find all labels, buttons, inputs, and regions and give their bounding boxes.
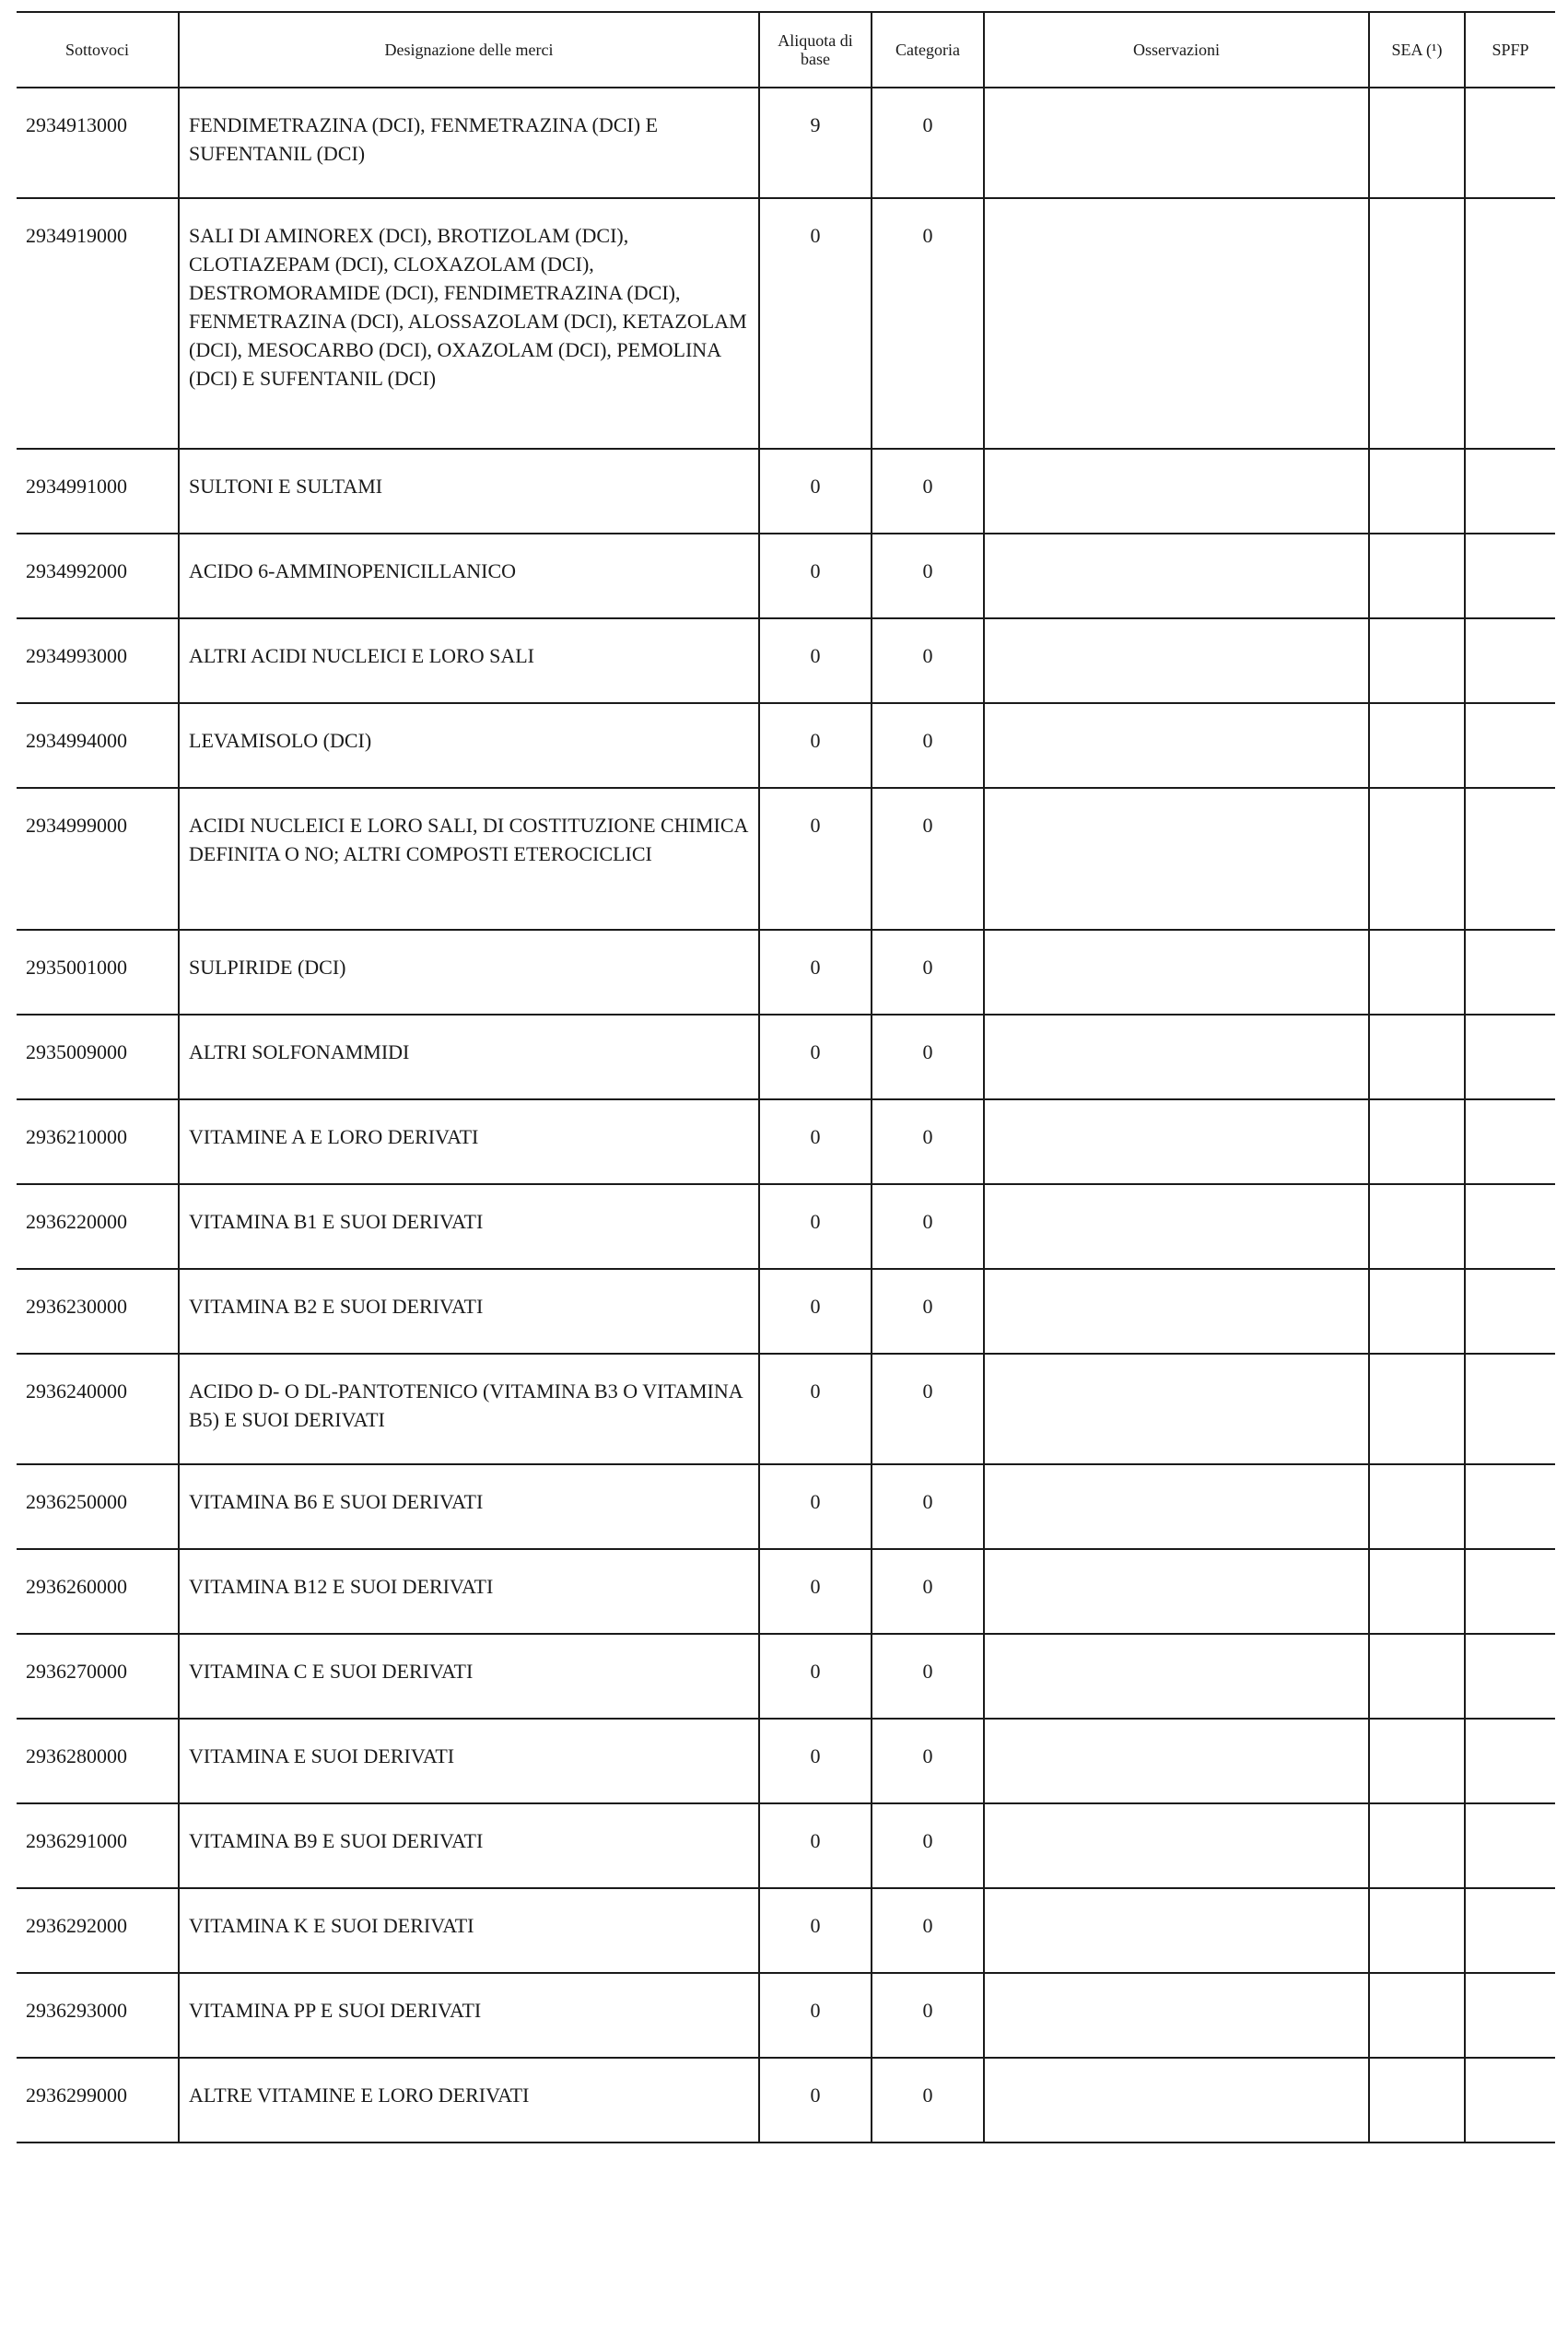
category-cell: 0 [872, 1015, 984, 1099]
table-row [17, 1888, 1555, 1973]
category-cell: 0 [872, 1549, 984, 1634]
code-cell: 2936291000 [26, 1829, 127, 1852]
code-cell: 2936240000 [26, 1379, 127, 1403]
table-header [17, 12, 1555, 88]
sea-cell [1369, 618, 1465, 703]
observations-cell [984, 1354, 1369, 1464]
table-row [17, 930, 1555, 1015]
description-cell: VITAMINA B1 E SUOI DERIVATI [179, 1184, 759, 1269]
sea-cell [1369, 1549, 1465, 1634]
code-cell: 2935001000 [26, 956, 127, 979]
base-rate-cell: 9 [759, 88, 872, 198]
base-rate-cell: 0 [759, 618, 872, 703]
description-cell: ALTRE VITAMINE E LORO DERIVATI [179, 2058, 759, 2143]
code-cell: 2934913000 [26, 113, 127, 136]
code-cell: 2935009000 [26, 1040, 127, 1063]
category-cell: 0 [872, 1184, 984, 1269]
observations-cell [984, 1184, 1369, 1269]
code-cell: 2934919000 [26, 224, 127, 247]
description-cell: ALTRI SOLFONAMMIDI [179, 1015, 759, 1099]
table-row [17, 1719, 1555, 1803]
observations-cell [984, 1015, 1369, 1099]
base-rate-cell: 0 [759, 788, 872, 930]
spfp-cell [1465, 1803, 1555, 1888]
code-cell: 2936260000 [26, 1575, 127, 1598]
table-row [17, 1803, 1555, 1888]
observations-cell [984, 1803, 1369, 1888]
code-cell: 2934999000 [26, 814, 127, 837]
description-cell: SULPIRIDE (DCI) [179, 930, 759, 1015]
table-row [17, 1269, 1555, 1354]
observations-cell [984, 618, 1369, 703]
sea-cell [1369, 1184, 1465, 1269]
category-cell: 0 [872, 930, 984, 1015]
spfp-cell [1465, 1015, 1555, 1099]
observations-cell [984, 1973, 1369, 2058]
sea-cell [1369, 1464, 1465, 1549]
spfp-cell [1465, 1888, 1555, 1973]
code-cell: 2934992000 [26, 559, 127, 582]
table-row [17, 449, 1555, 534]
code-cell: 2934993000 [26, 644, 127, 667]
sea-cell [1369, 534, 1465, 618]
code-cell: 2936299000 [26, 2084, 127, 2107]
observations-cell [984, 1549, 1369, 1634]
sea-cell [1369, 1015, 1465, 1099]
table-row [17, 1634, 1555, 1719]
header-aliquota-line2: base [801, 50, 830, 68]
base-rate-cell: 0 [759, 1354, 872, 1464]
header-osservazioni: Osservazioni [984, 12, 1369, 88]
base-rate-cell: 0 [759, 534, 872, 618]
spfp-cell [1465, 1269, 1555, 1354]
header-sottovoci: Sottovoci [17, 12, 179, 88]
category-cell: 0 [872, 1354, 984, 1464]
code-cell: 2936270000 [26, 1660, 127, 1683]
observations-cell [984, 1464, 1369, 1549]
sea-cell [1369, 1803, 1465, 1888]
observations-cell [984, 788, 1369, 930]
spfp-cell [1465, 1634, 1555, 1719]
code-cell: 2934991000 [26, 475, 127, 498]
base-rate-cell: 0 [759, 1803, 872, 1888]
table-body [17, 88, 1555, 2143]
table-row [17, 1549, 1555, 1634]
description-cell: ALTRI ACIDI NUCLEICI E LORO SALI [179, 618, 759, 703]
observations-cell [984, 449, 1369, 534]
category-cell: 0 [872, 1803, 984, 1888]
spfp-cell [1465, 1719, 1555, 1803]
table-row [17, 788, 1555, 930]
category-cell: 0 [872, 88, 984, 198]
base-rate-cell: 0 [759, 703, 872, 788]
base-rate-cell: 0 [759, 1973, 872, 2058]
sea-cell [1369, 2058, 1465, 2143]
sea-cell [1369, 1973, 1465, 2058]
sea-cell [1369, 703, 1465, 788]
description-cell: VITAMINA B9 E SUOI DERIVATI [179, 1803, 759, 1888]
table-row [17, 198, 1555, 449]
table-row [17, 1184, 1555, 1269]
table-row [17, 1354, 1555, 1464]
category-cell: 0 [872, 1888, 984, 1973]
spfp-cell [1465, 534, 1555, 618]
base-rate-cell: 0 [759, 1634, 872, 1719]
base-rate-cell: 0 [759, 930, 872, 1015]
base-rate-cell: 0 [759, 449, 872, 534]
observations-cell [984, 1719, 1369, 1803]
code-cell: 2936230000 [26, 1295, 127, 1318]
category-cell: 0 [872, 1269, 984, 1354]
sea-cell [1369, 88, 1465, 198]
observations-cell [984, 2058, 1369, 2143]
sea-cell [1369, 449, 1465, 534]
spfp-cell [1465, 788, 1555, 930]
code-cell: 2936293000 [26, 1999, 127, 2022]
description-cell: FENDIMETRAZINA (DCI), FENMETRAZINA (DCI) E SUFENTANIL (DCI) [179, 88, 759, 198]
category-cell: 0 [872, 1464, 984, 1549]
description-cell: VITAMINA E SUOI DERIVATI [179, 1719, 759, 1803]
table-row [17, 618, 1555, 703]
table-row [17, 703, 1555, 788]
header-aliquota-line1: Aliquota di [778, 31, 853, 50]
category-cell: 0 [872, 449, 984, 534]
tariff-document [17, 11, 1555, 2143]
description-cell: LEVAMISOLO (DCI) [179, 703, 759, 788]
spfp-cell [1465, 1464, 1555, 1549]
spfp-cell [1465, 1099, 1555, 1184]
table-row [17, 1464, 1555, 1549]
sea-cell [1369, 1269, 1465, 1354]
header-designazione: Designazione delle merci [179, 12, 759, 88]
base-rate-cell: 0 [759, 1464, 872, 1549]
sea-cell [1369, 1354, 1465, 1464]
category-cell: 0 [872, 703, 984, 788]
description-cell: VITAMINE A E LORO DERIVATI [179, 1099, 759, 1184]
code-cell: 2936250000 [26, 1490, 127, 1513]
base-rate-cell: 0 [759, 1719, 872, 1803]
category-cell: 0 [872, 788, 984, 930]
category-cell: 0 [872, 1719, 984, 1803]
observations-cell [984, 1269, 1369, 1354]
spfp-cell [1465, 449, 1555, 534]
description-cell: VITAMINA K E SUOI DERIVATI [179, 1888, 759, 1973]
observations-cell [984, 88, 1369, 198]
sea-cell [1369, 1634, 1465, 1719]
description-cell: VITAMINA B2 E SUOI DERIVATI [179, 1269, 759, 1354]
table-row [17, 534, 1555, 618]
sea-cell [1369, 1719, 1465, 1803]
category-cell: 0 [872, 2058, 984, 2143]
category-cell: 0 [872, 198, 984, 449]
description-cell: VITAMINA PP E SUOI DERIVATI [179, 1973, 759, 2058]
spfp-cell [1465, 88, 1555, 198]
observations-cell [984, 1888, 1369, 1973]
description-cell: SALI DI AMINOREX (DCI), BROTIZOLAM (DCI), CLOTIAZEPAM (DCI), CLOXAZOLAM (DCI), DESTROMORAMIDE (DCI), FENDIMETRAZINA (DCI), FENMETRAZINA (DCI), ALOSSAZOLAM (DCI), KETAZOLAM (DCI), MESOCARBO (DCI), OXAZOLAM (DCI), PEMOLINA (DCI) E SUFENTANIL (DCI) [179, 198, 759, 449]
code-cell: 2936292000 [26, 1914, 127, 1937]
table-row [17, 2058, 1555, 2143]
spfp-cell [1465, 1184, 1555, 1269]
sea-cell [1369, 930, 1465, 1015]
spfp-cell [1465, 703, 1555, 788]
header-row [17, 12, 1555, 88]
description-cell: VITAMINA B6 E SUOI DERIVATI [179, 1464, 759, 1549]
header-spfp: SPFP [1465, 12, 1555, 88]
description-cell: VITAMINA C E SUOI DERIVATI [179, 1634, 759, 1719]
sea-cell [1369, 1888, 1465, 1973]
code-cell: 2936220000 [26, 1210, 127, 1233]
header-sea: SEA (¹) [1369, 12, 1465, 88]
description-cell: ACIDI NUCLEICI E LORO SALI, DI COSTITUZIONE CHIMICA DEFINITA O NO; ALTRI COMPOSTI ETEROCICLICI [179, 788, 759, 930]
tariff-table [17, 11, 1555, 2143]
code-cell: 2934994000 [26, 729, 127, 752]
table-row [17, 1973, 1555, 2058]
header-categoria: Categoria [872, 12, 984, 88]
base-rate-cell: 0 [759, 1269, 872, 1354]
sea-cell [1369, 788, 1465, 930]
spfp-cell [1465, 1354, 1555, 1464]
spfp-cell [1465, 2058, 1555, 2143]
code-cell: 2936280000 [26, 1744, 127, 1767]
observations-cell [984, 930, 1369, 1015]
base-rate-cell: 0 [759, 1549, 872, 1634]
code-cell: 2936210000 [26, 1125, 127, 1148]
base-rate-cell: 0 [759, 1099, 872, 1184]
description-cell: VITAMINA B12 E SUOI DERIVATI [179, 1549, 759, 1634]
description-cell: ACIDO D- O DL-PANTOTENICO (VITAMINA B3 O VITAMINA B5) E SUOI DERIVATI [179, 1354, 759, 1464]
spfp-cell [1465, 1973, 1555, 2058]
base-rate-cell: 0 [759, 2058, 872, 2143]
base-rate-cell: 0 [759, 1888, 872, 1973]
base-rate-cell: 0 [759, 198, 872, 449]
description-cell: SULTONI E SULTAMI [179, 449, 759, 534]
header-aliquota [759, 12, 872, 88]
observations-cell [984, 198, 1369, 449]
spfp-cell [1465, 930, 1555, 1015]
category-cell: 0 [872, 1099, 984, 1184]
observations-cell [984, 1099, 1369, 1184]
category-cell: 0 [872, 534, 984, 618]
observations-cell [984, 534, 1369, 618]
base-rate-cell: 0 [759, 1015, 872, 1099]
category-cell: 0 [872, 1973, 984, 2058]
spfp-cell [1465, 618, 1555, 703]
table-row [17, 88, 1555, 198]
spfp-cell [1465, 1549, 1555, 1634]
table-row [17, 1015, 1555, 1099]
category-cell: 0 [872, 1634, 984, 1719]
category-cell: 0 [872, 618, 984, 703]
base-rate-cell: 0 [759, 1184, 872, 1269]
table-row [17, 1099, 1555, 1184]
sea-cell [1369, 198, 1465, 449]
observations-cell [984, 703, 1369, 788]
description-cell: ACIDO 6-AMMINOPENICILLANICO [179, 534, 759, 618]
sea-cell [1369, 1099, 1465, 1184]
observations-cell [984, 1634, 1369, 1719]
spfp-cell [1465, 198, 1555, 449]
